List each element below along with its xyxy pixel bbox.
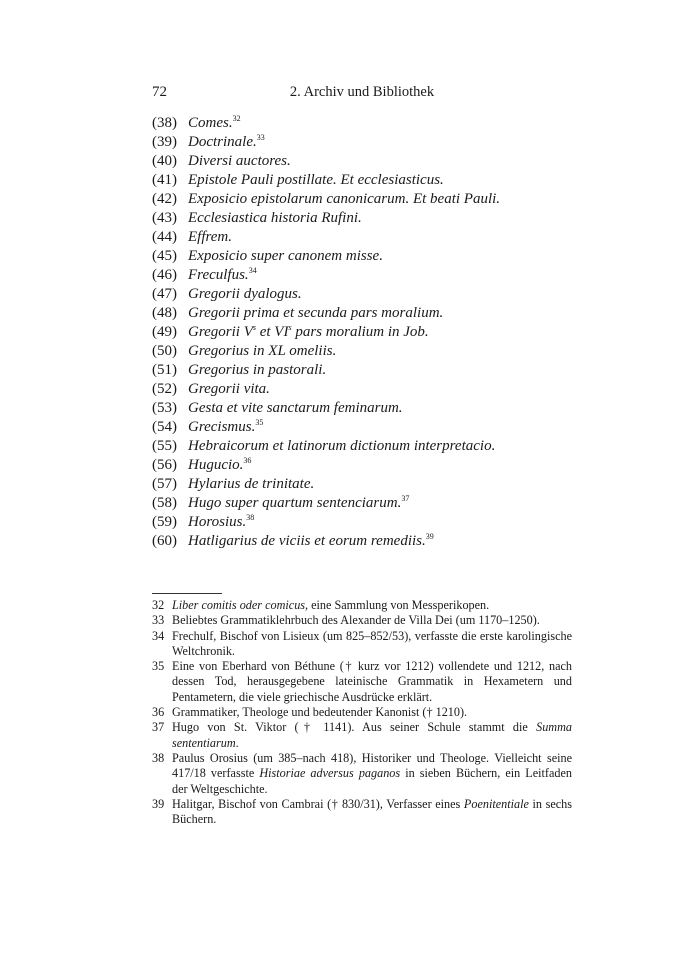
footnote-number: 39 bbox=[152, 796, 165, 811]
footnote-text: . bbox=[235, 735, 239, 750]
list-item bbox=[152, 437, 582, 456]
list-item bbox=[152, 380, 582, 399]
footnote-italic-text: Summa sententiarum bbox=[172, 720, 572, 750]
footnote-number: 34 bbox=[152, 628, 165, 643]
footnote-text: in sechs Büchern. bbox=[172, 796, 572, 827]
footnote-39 bbox=[152, 797, 572, 828]
list-item bbox=[152, 456, 582, 475]
footnote-number: 38 bbox=[152, 750, 165, 765]
footnote-text: Grammatiker, Theologe und bedeutender Kanonist († 1210). bbox=[172, 705, 468, 720]
footnote-italic-text: Poenitentiale bbox=[463, 796, 529, 811]
footnote-italic-text: Historiae adversus paganos bbox=[259, 766, 401, 781]
entry-title: Hebraicorum et latinorum dictionum interpretacio. bbox=[188, 438, 496, 454]
entry-number: (49) bbox=[152, 324, 177, 340]
entry-number: (56) bbox=[152, 457, 177, 473]
footnote-number: 32 bbox=[152, 598, 165, 612]
list-item bbox=[152, 399, 582, 418]
footnote-35 bbox=[152, 659, 572, 705]
footnote-ref: 32 bbox=[232, 114, 241, 123]
footnote-text: Paulus Orosius (um 385–nach 418), Historiker und Theologe. Vielleicht seine 417/18 verfasste bbox=[172, 750, 572, 781]
entry-title: Hugo super quartum sentenciarum. bbox=[188, 495, 402, 511]
list-item bbox=[152, 494, 582, 513]
list-item bbox=[152, 285, 582, 304]
entry-number: (41) bbox=[152, 172, 177, 188]
entry-title: Epistole Pauli postillate. Et ecclesiasticus. bbox=[188, 172, 444, 188]
list-item bbox=[152, 228, 582, 247]
footnote-text: , eine Sammlung von Messperikopen. bbox=[305, 598, 490, 612]
footnote-33 bbox=[152, 613, 572, 628]
list-item bbox=[152, 323, 582, 342]
entry-number: (48) bbox=[152, 305, 177, 321]
entry-title: Freculfus. bbox=[188, 267, 249, 283]
footnote-text: Halitgar, Bischof von Cambrai († 830/31), Verfasser eines bbox=[172, 796, 464, 811]
superscript: s bbox=[288, 323, 292, 332]
entry-title: Doctrinale. bbox=[188, 134, 257, 150]
entry-title-part: pars moralium in Job. bbox=[291, 324, 429, 340]
entry-number: (43) bbox=[152, 210, 177, 226]
entry-title: Grecismus. bbox=[188, 419, 256, 435]
footnote-34 bbox=[152, 629, 572, 660]
list-item bbox=[152, 171, 582, 190]
entry-number: (38) bbox=[152, 115, 177, 131]
footnote-38 bbox=[152, 751, 572, 797]
footnote-ref: 36 bbox=[243, 456, 252, 465]
footnote-36 bbox=[152, 705, 572, 720]
entry-number: (40) bbox=[152, 153, 177, 169]
entry-title: Hugucio. bbox=[188, 457, 244, 473]
entry-number: (39) bbox=[152, 134, 177, 150]
footnote-ref: 37 bbox=[401, 494, 410, 503]
chapter-title: 2. Archiv und Bibliothek bbox=[289, 84, 435, 100]
entry-title bbox=[188, 324, 429, 340]
list-item bbox=[152, 133, 582, 152]
list-item bbox=[152, 152, 582, 171]
entry-title: Exposicio super canonem misse. bbox=[188, 248, 383, 264]
list-item bbox=[152, 342, 582, 361]
list-item bbox=[152, 266, 582, 285]
footnote-number: 35 bbox=[152, 659, 165, 674]
footnote-number: 36 bbox=[152, 705, 165, 720]
list-item bbox=[152, 190, 582, 209]
entry-number: (44) bbox=[152, 229, 177, 245]
footnote-32 bbox=[152, 598, 572, 613]
footnote-number: 37 bbox=[152, 720, 165, 735]
list-item bbox=[152, 418, 582, 437]
footnote-text: Eine von Eberhard von Béthune († kurz vor 1212) vollendete und 1212, nach dessen Tod, herausgegebene lateinische Grammatik in Hexametern und Pentametern, die viele griechische Ausdrücke erklärt. bbox=[172, 659, 572, 704]
entry-title: Hatligarius de viciis et eorum remediis. bbox=[188, 533, 426, 549]
list-item bbox=[152, 304, 582, 323]
footnote-ref: 38 bbox=[246, 513, 255, 522]
entry-title: Gregorii prima et secunda pars moralium. bbox=[188, 305, 444, 321]
list-item bbox=[152, 114, 582, 133]
entry-title: Gregorii dyalogus. bbox=[188, 286, 302, 302]
footnote-text: Frechulf, Bischof von Lisieux (um 825–852/53), verfasste die erste karolingische Weltchronik. bbox=[172, 628, 572, 658]
footnote-ref: 34 bbox=[248, 266, 257, 275]
entry-title: Horosius. bbox=[188, 514, 247, 530]
entry-number: (52) bbox=[152, 381, 177, 397]
footnote-text: Hugo von St. Viktor († 1141). Aus seiner Schule stammt die bbox=[172, 720, 537, 735]
footnote-divider bbox=[152, 593, 222, 594]
footnote-ref: 39 bbox=[425, 532, 434, 541]
list-item bbox=[152, 532, 582, 551]
entry-number: (47) bbox=[152, 286, 177, 302]
footnotes bbox=[152, 598, 572, 827]
footnote-ref: 35 bbox=[255, 418, 264, 427]
list-item bbox=[152, 361, 582, 380]
footnote-text: in sieben Büchern, ein Leitfaden der Weltgeschichte. bbox=[172, 766, 572, 796]
entry-title: Gregorius in XL omeliis. bbox=[188, 343, 337, 359]
entry-number: (58) bbox=[152, 495, 177, 511]
footnote-text: Beliebtes Grammatiklehrbuch des Alexander de Villa Dei (um 1170–1250). bbox=[172, 613, 540, 628]
entry-number: (51) bbox=[152, 362, 177, 378]
entry-title: Ecclesiastica historia Rufini. bbox=[188, 210, 362, 226]
entry-number: (42) bbox=[152, 191, 177, 207]
entry-title: Gregorii vita. bbox=[188, 381, 270, 397]
footnote-37 bbox=[152, 720, 572, 751]
entry-title: Gesta et vite sanctarum feminarum. bbox=[188, 400, 403, 416]
entry-number: (54) bbox=[152, 419, 177, 435]
footnote-italic-text: Liber comitis oder comicus bbox=[172, 598, 306, 612]
list-item bbox=[152, 475, 582, 494]
entry-number: (55) bbox=[152, 438, 177, 454]
entry-title-part: Gregorii V bbox=[188, 324, 253, 340]
entry-title: Hylarius de trinitate. bbox=[188, 476, 315, 492]
list-item bbox=[152, 247, 582, 266]
entry-title: Effrem. bbox=[188, 229, 233, 245]
entry-title: Gregorius in pastorali. bbox=[188, 362, 327, 378]
entry-title: Comes. bbox=[188, 115, 233, 131]
entry-number: (60) bbox=[152, 533, 177, 549]
footnote-number: 33 bbox=[152, 613, 165, 628]
superscript: s bbox=[252, 323, 256, 332]
entry-number: (57) bbox=[152, 476, 177, 492]
footnote-ref: 33 bbox=[256, 133, 265, 142]
entry-number: (46) bbox=[152, 267, 177, 283]
entry-number: (50) bbox=[152, 343, 177, 359]
entry-title-part: et VI bbox=[255, 324, 289, 340]
running-head bbox=[152, 84, 572, 104]
entry-list bbox=[152, 114, 582, 551]
entry-title: Diversi auctores. bbox=[188, 153, 291, 169]
entry-title: Exposicio epistolarum canonicarum. Et beati Pauli. bbox=[188, 191, 501, 207]
list-item bbox=[152, 209, 582, 228]
page-number: 72 bbox=[152, 84, 167, 100]
entry-number: (45) bbox=[152, 248, 177, 264]
list-item bbox=[152, 513, 582, 532]
entry-number: (59) bbox=[152, 514, 177, 530]
entry-number: (53) bbox=[152, 400, 177, 416]
